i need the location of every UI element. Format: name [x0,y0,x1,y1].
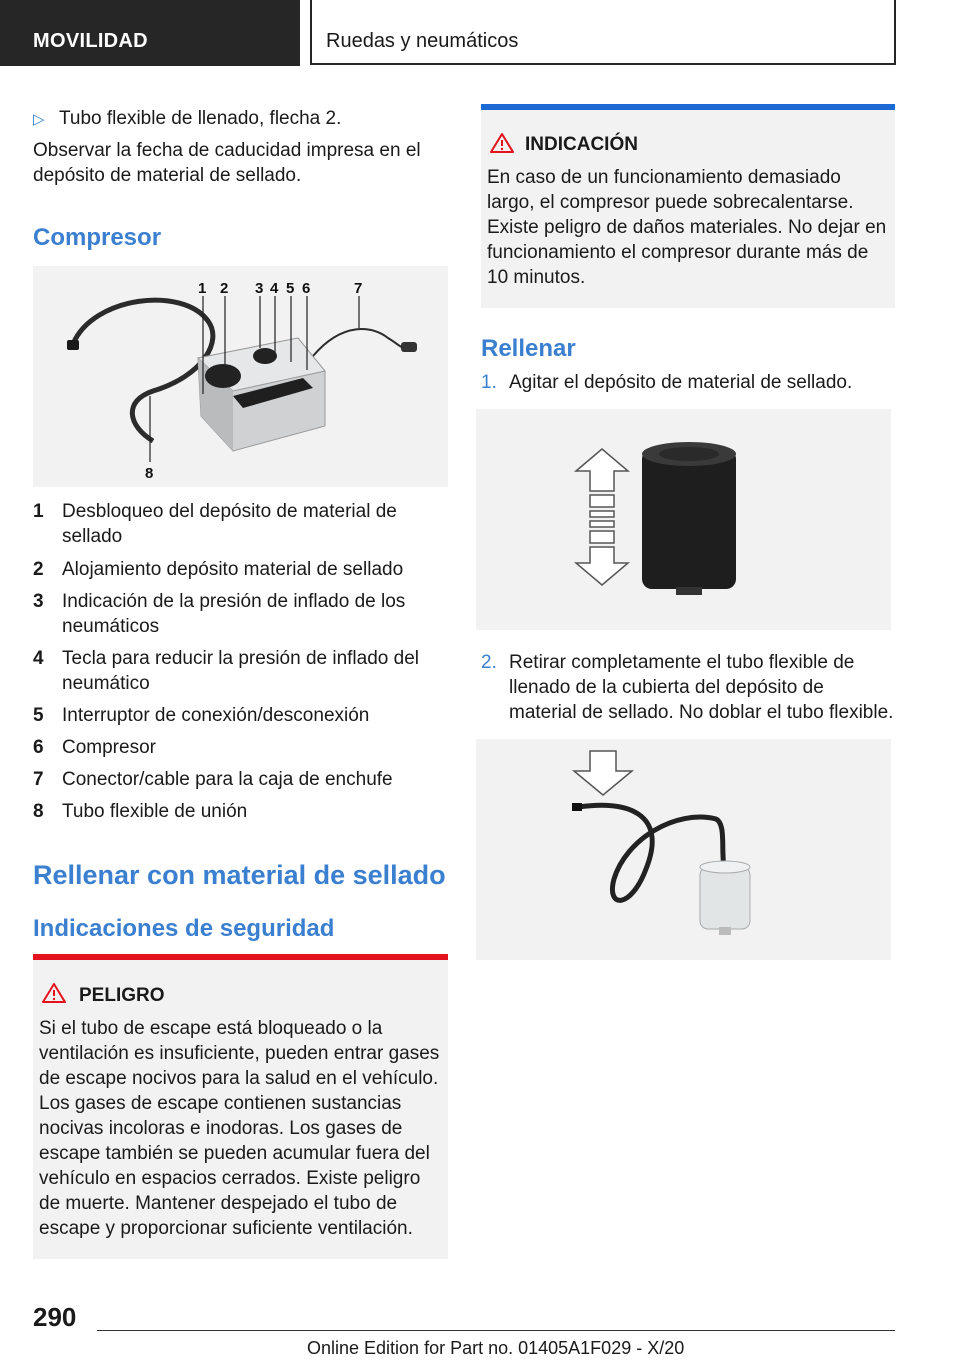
notice-bar [481,104,895,110]
notice-body: En caso de un funcionamiento demasiado largo, el compresor puede sobrecalentarse. Existe peligro de daños materiales. No dejar en funcionamiento el compresor durante más de 10 minutos. [487,167,887,288]
warning-triangle-icon [489,132,515,154]
notice-box [481,104,895,308]
triangle-bullet-icon: ▷ [33,111,45,128]
shake-canister-figure [476,409,891,630]
callout-5: 5 [286,280,295,297]
bullet-text: Tubo flexible de llenado, flecha 2. [59,108,342,129]
callout-2: 2 [220,280,229,297]
callout-6: 6 [302,280,311,297]
heading-rellenar: Rellenar [481,335,576,362]
warning-triangle-icon [41,982,67,1004]
compressor-illustration [33,266,448,487]
notice-title: INDICACIÓN [525,134,638,155]
callout-8: 8 [145,465,154,482]
heading-indicaciones-seguridad: Indicaciones de seguridad [33,915,335,942]
footer-divider [97,1330,895,1331]
callout-1: 1 [198,280,207,297]
remove-hose-illustration [476,739,891,960]
callout-7: 7 [354,280,363,297]
heading-rellenar-material: Rellenar con material de sellado [33,860,446,890]
bullet-item [33,106,448,132]
danger-title: PELIGRO [79,985,165,1006]
header-chapter-label: Ruedas y neumáticos [326,30,519,52]
danger-box [33,954,448,1259]
compressor-figure [33,266,448,487]
callout-4: 4 [270,280,279,297]
header-section-tab [0,0,300,66]
page-number: 290 [33,1302,77,1332]
shake-canister-illustration [476,409,891,630]
header-section-label: MOVILIDAD [33,30,148,52]
heading-compresor: Compresor [33,224,162,251]
callout-3: 3 [255,280,264,297]
edition-text: Online Edition for Part no. 01405A1F029 - X/20 [307,1338,685,1358]
danger-body: Si el tubo de escape está bloqueado o la ventilación es insuficiente, pueden entrar gases de escape nocivos para la salud en el vehículo. Los gases de escape contienen sustancias nocivas incoloras e inodoras. Los gases de escape también se pueden acumular fuera del vehículo en espacios cerrados. Existe peligro de muerte. Mantener despejado el tubo de escape y proporcionar suficiente ventilación. [39,1018,440,1239]
danger-bar [33,954,448,960]
remove-hose-figure [476,739,891,960]
note-paragraph: Observar la fecha de caducidad impresa en el depósito de material de sellado. [33,140,421,186]
header-chapter-tab [310,0,896,65]
